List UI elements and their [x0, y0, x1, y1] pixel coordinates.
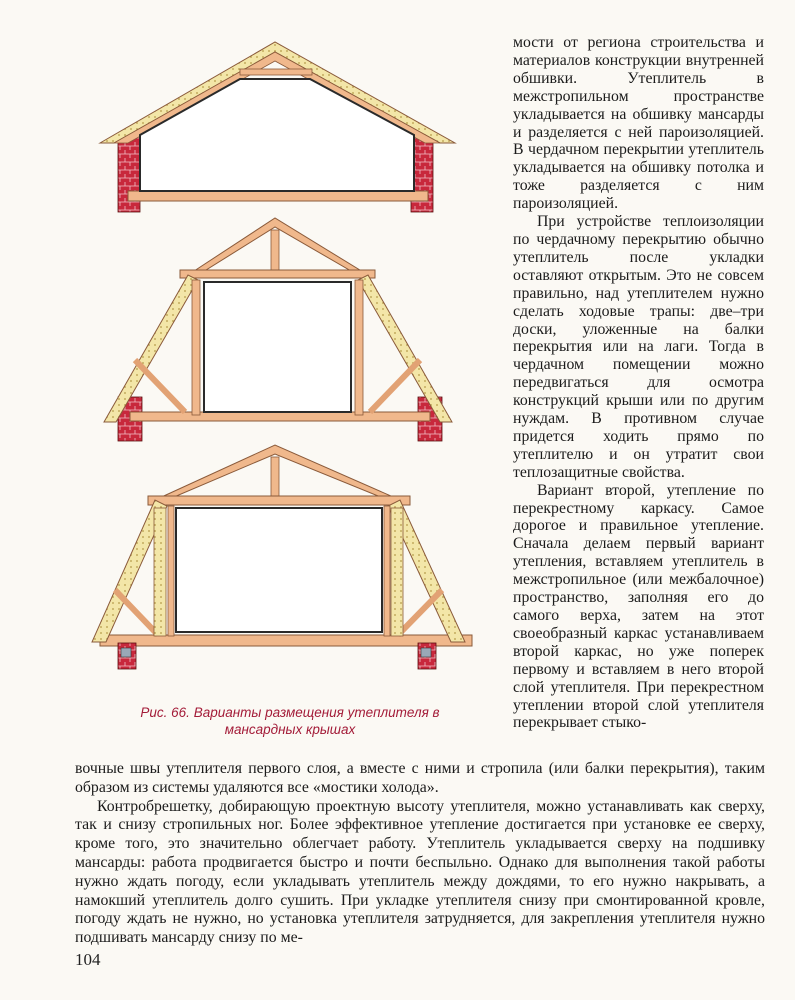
page-number: 104: [75, 950, 101, 969]
roof-diagrams: [80, 30, 485, 710]
paragraph: Вариант второй, утепление по перекрестному каркасу. Самое дорогое и правильное утепление. Сначала делаем первый вариант утепления, вставляем утеплитель в межстропильное (или межбалочное) пространство, заполняя его до самого верха, затем на этот своеобразный каркас устанавливаем второй каркас, но уже поперек первому и вставляем в него второй слой утеплителя. При перекрестном утеплении второй слой утеплителя перекрывает стыко-: [513, 481, 764, 732]
caption-text: Варианты размещения утеплителя в мансардных крышах: [193, 705, 440, 737]
mansard-roof-diagram-2: [92, 445, 472, 669]
roof-insulation-figure: [80, 30, 485, 710]
caption-label: Рис. 66.: [140, 705, 190, 720]
figure-caption: [110, 704, 470, 738]
full-width-text: [75, 760, 765, 948]
paragraph: вочные швы утеплителя первого слоя, а вместе с ними и стропила (или балки перекрытия), таким образом из системы удаляются все «мостики холода».: [75, 760, 765, 796]
gable-roof-diagram: [100, 42, 455, 212]
paragraph: Контробрешетку, добирающую проектную высоту утеплителя, можно устанавливать как сверху, так и снизу стропильных ног. Более эффективное утепление достигается при установке ее сверху, кроме того, это значительно облегчает работу. Утеплитель укладывается сверху на подшивку мансарды: работа продвигается быстро и почти беспыльно. Однако для выполнения такой работы нужно ждать погоду, если укладывать утеплитель между дождями, то его нужно накрывать, а намокший утеплитель долго сушить. При укладке утеплителя снизу при смонтированной кровле, погоду ждать не нужно, но установка утеплителя затрудняется, для закрепления утеплителя нужно подшивать мансарду снизу по ме-: [75, 797, 765, 947]
mansard-roof-diagram-1: [104, 218, 452, 441]
right-text-column: [513, 34, 764, 732]
paragraph: При устройстве теплоизоляции по чердачному перекрытию обычно утеплитель после укладки оставляют открытым. Это не совсем правильно, над утеплителем нужно сделать ходовые трапы: две–три доски, уложенные на балки перекрытия или на лаги. Тогда в чердачном помещении можно передвигаться для осмотра конструкций крыши или по другим нуждам. В противном случае придется ходить прямо по утеплителю и он утратит свои теплозащитные свойства.: [513, 213, 764, 481]
paragraph: мости от региона строительства и материалов конструкции внутренней обшивки. Утеплитель в межстропильном пространстве укладывается на обшивку мансарды и разделяется с ней пароизоляцией. В чердачном перекрытии утеплитель укладывается на обшивку потолка и тоже разделяется с ним пароизоляцией.: [513, 34, 764, 213]
